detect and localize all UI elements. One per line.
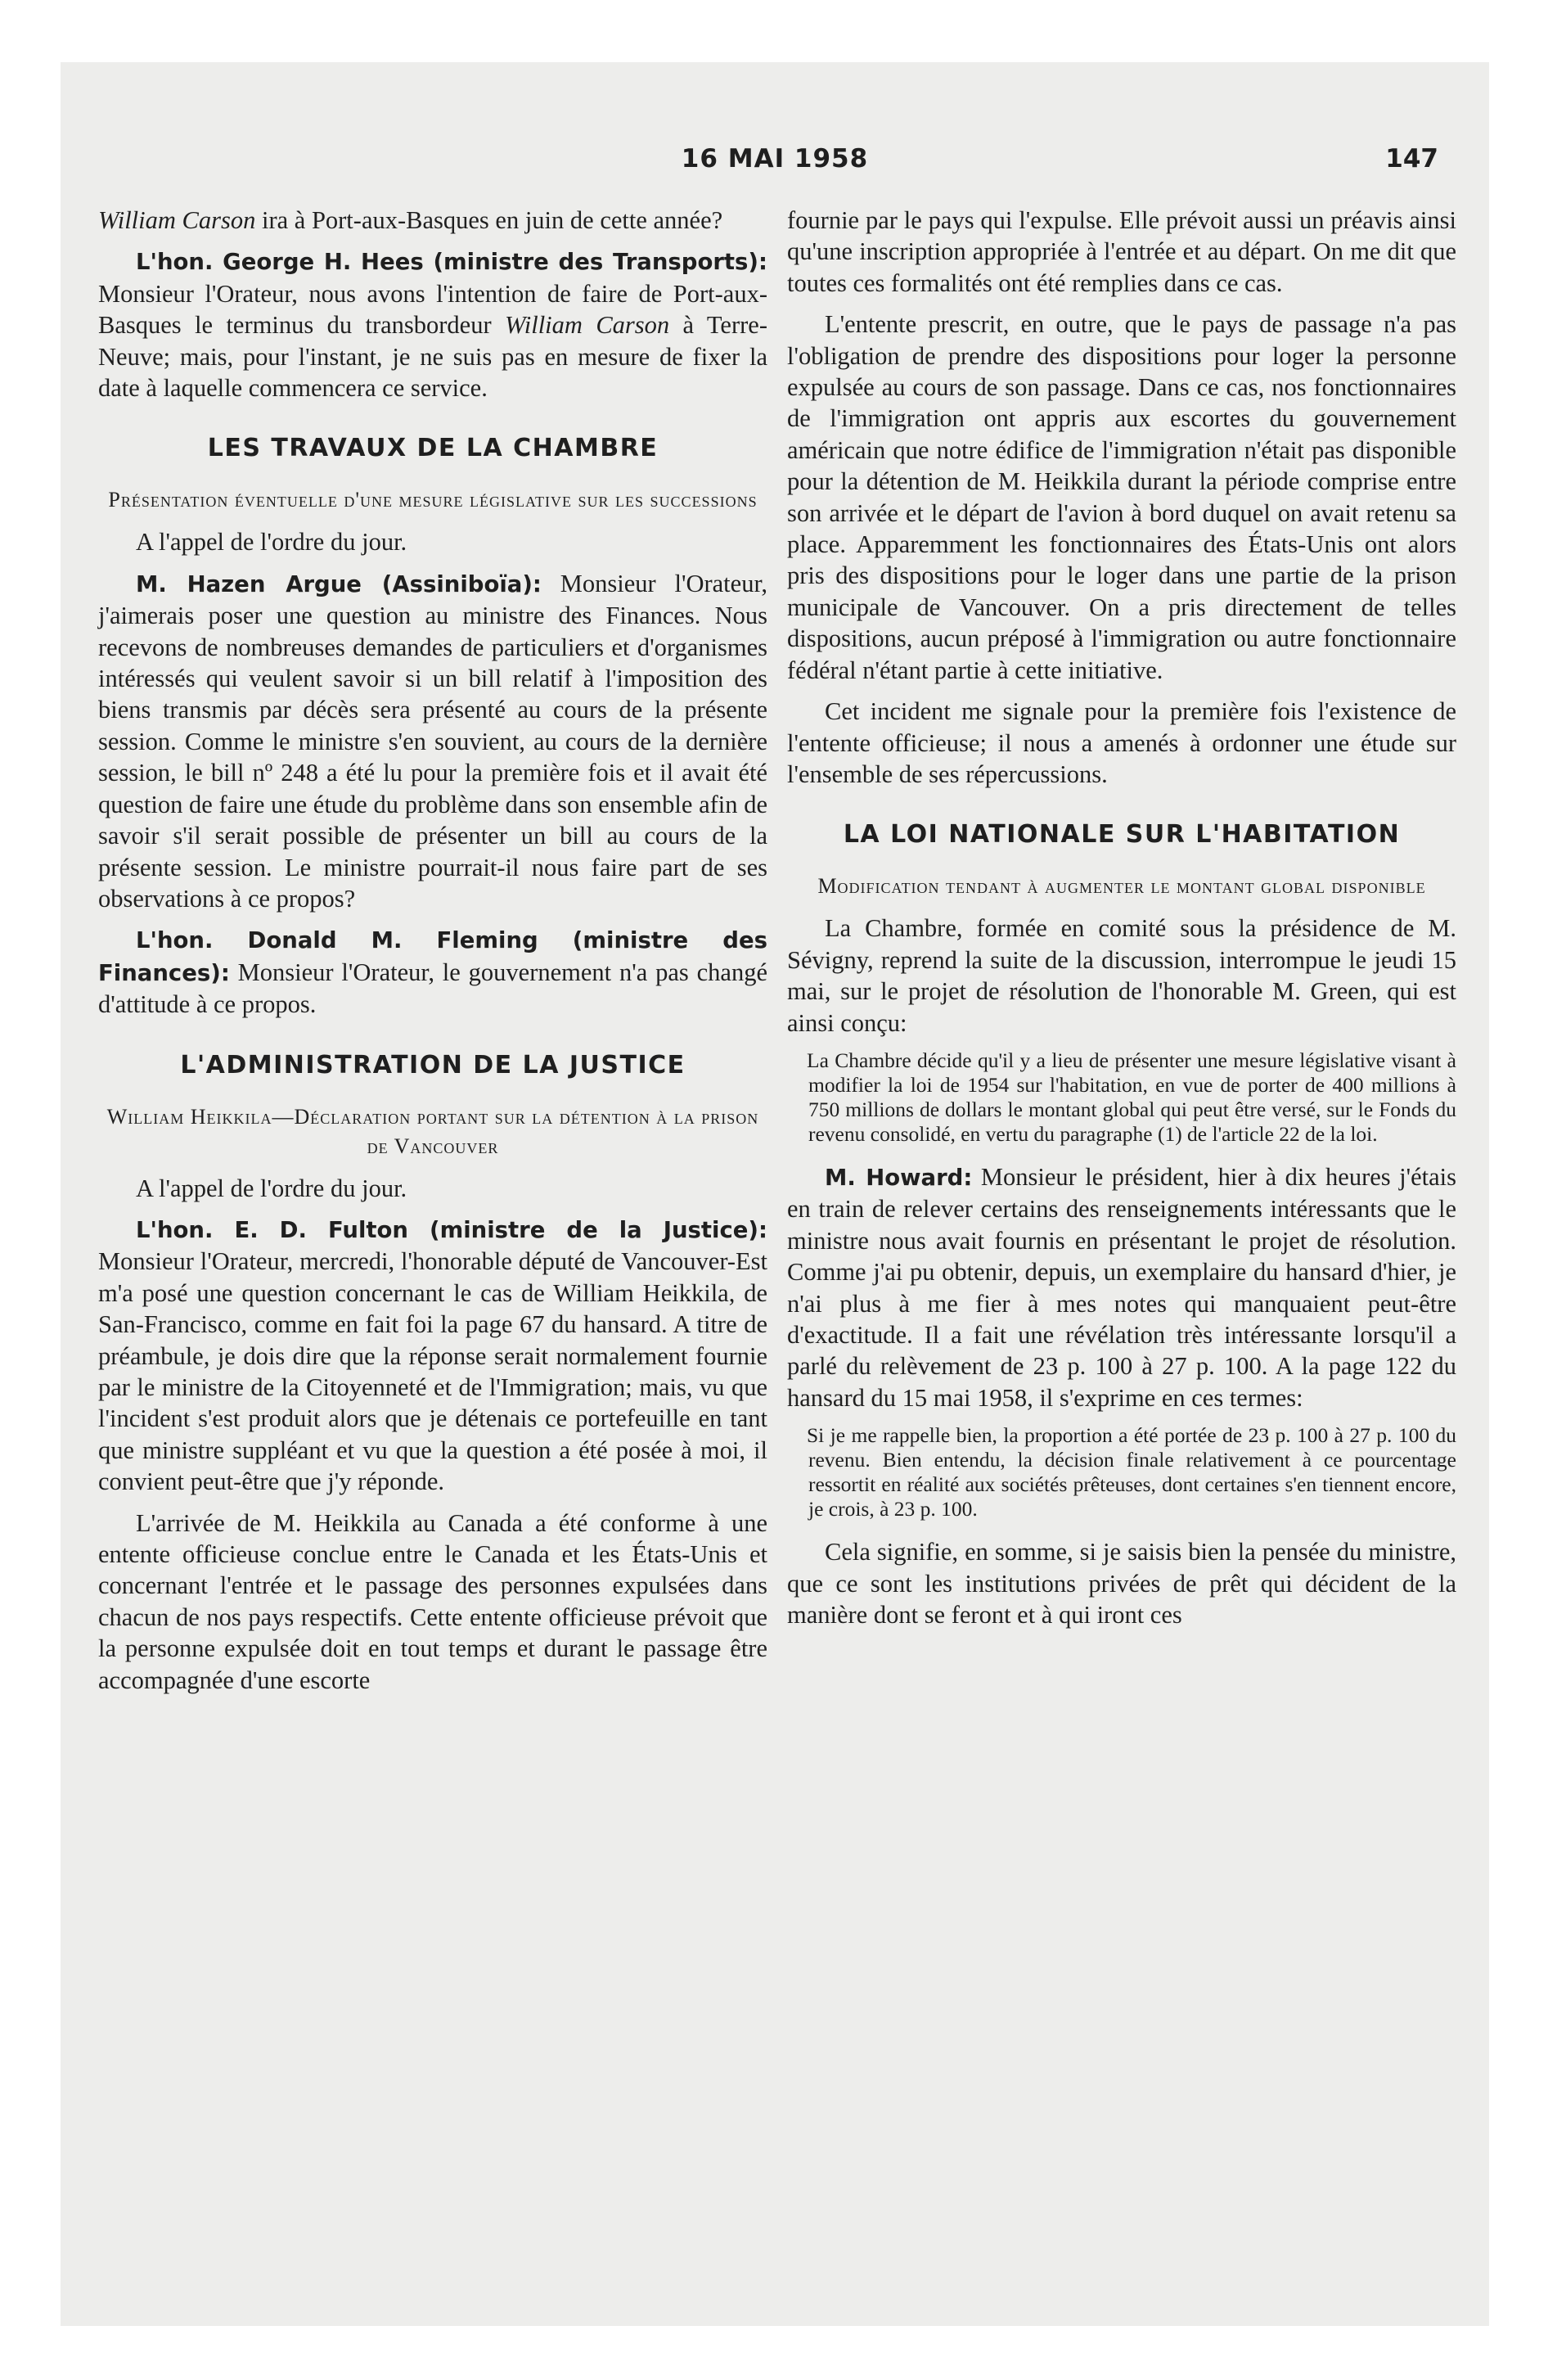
- paragraph-argue: [98, 568, 767, 914]
- section-subtitle-heikkila: William Heikkila—Déclaration portant sur la détention à la prison de Vancouver: [106, 1104, 759, 1158]
- paragraph-text: à Terre-Neuve; mais, pour l'instant, je ne suis pas en mesure de fixer la date à laquelle commencera ce service.: [98, 311, 767, 403]
- left-column: [98, 205, 767, 1706]
- paragraph-incident: Cet incident me signale pour la première fois l'existence de l'entente officieuse; il nous a amenés à ordonner une étude sur l'ensemble de ses répercussions.: [787, 697, 1456, 788]
- section-title-habitation: LA LOI NATIONALE SUR L'HABITATION: [843, 820, 1401, 850]
- paragraph-arrivee: L'arrivée de M. Heikkila au Canada a été conforme à une entente officieuse conclue entre le Canada et les États-Unis et concernant l'entrée et le passage des personnes expulsées dans chacun de nos pays respectifs. Cette entente officieuse prévoit que la personne expulsée doit en tout temps et durant le passage être accompagnée d'une escorte: [98, 1508, 767, 1694]
- page-header: [61, 144, 1489, 180]
- page-date: 16 MAI 1958: [681, 144, 869, 174]
- speaker-howard: M. Howard:: [825, 1164, 973, 1191]
- resolution-text: La Chambre décide qu'il y a lieu de présenter une mesure législative visant à modifier la loi de 1954 sur l'habitation, en vue de porter de 400 millions à 750 millions de dollars le montant global qui peut être versé, sur le Fonds du revenu consolidé, en vertu du paragraphe (1) de l'article 22 de la loi.: [807, 1048, 1456, 1146]
- paragraph-fulton: [98, 1214, 767, 1498]
- paragraph-text: Monsieur l'Orateur, mercredi, l'honorable député de Vancouver-Est m'a posé une question concernant le cas de William Heikkila, de San-Francisco, comme en fait foi la page 67 du hansard. A titre de préambule, je dois dire que la réponse serait normalement fournie par le ministre de la Citoyenneté et de l'Immigration; mais, vu que l'incident s'est produit alors que je détenais ce portefeuille en tant que ministre suppléant et vu que la question a été posée à moi, il convient peut-être que j'y réponde.: [98, 1247, 767, 1496]
- paragraph-howard: [787, 1161, 1456, 1413]
- paragraph-cela: Cela signifie, en somme, si je saisis bien la pensée du ministre, que ce sont les institutions privées de prêt qui décident de la manière dont se feront et à qui iront ces: [787, 1538, 1456, 1629]
- paragraph-text: Monsieur l'Orateur, j'aimerais poser une question au ministre des Finances. Nous recevons de nombreuses demandes de particuliers et d'organismes intéressés qui veulent savoir si un bill relatif à l'imposition des biens transmis par décès sera présenté au cours de la présente session. Comme le ministre s'en souvient, au cours de la dernière session, le bill nº 248 a été lu pour la première fois et il avait été question de faire une étude du problème dans son ensemble afin de savoir s'il serait possible de présenter un bill au cours de la présente session. Le ministre pourrait-il nous faire part de ses observations à ce propos?: [98, 569, 768, 913]
- paragraph-appel-2: A l'appel de l'ordre du jour.: [136, 1174, 407, 1202]
- paragraph-fleming: [98, 924, 767, 1020]
- paragraph-comite: La Chambre, formée en comité sous la présidence de M. Sévigny, reprend la suite de la discussion, interrompue le jeudi 15 mai, sur le projet de résolution de l'honorable M. Green, qui est ainsi conçu:: [787, 914, 1456, 1037]
- section-subtitle-modification: Modification tendant à augmenter le montant global disponible: [817, 874, 1426, 899]
- ship-name: William Carson: [98, 206, 256, 234]
- section-title-justice: L'ADMINISTRATION DE LA JUSTICE: [180, 1050, 686, 1080]
- right-column: [787, 205, 1456, 1640]
- paragraph-text: Monsieur le président, hier à dix heures j'étais en train de relever certains des renseignements intéressants que le ministre nous avait fournis en présentant le projet de résolution. Comme j'ai pu obtenir, depuis, un exemplaire du hansard d'hier, je n'ai plus à me fier à mes notes qui manquaient peut-être d'exactitude. Il a fait une révélation très intéressante lorsqu'il a parlé du relèvement de 23 p. 100 à 27 p. 100. A la page 122 du hansard du 15 mai 1958, il s'exprime en ces termes:: [787, 1162, 1456, 1412]
- paragraph-text: Monsieur l'Orateur, le gouvernement n'a pas changé d'attitude à ce propos.: [98, 958, 767, 1019]
- paragraph-text: Monsieur l'Orateur, nous avons l'intention de faire de Port-aux-Basques le terminus du transbordeur: [98, 279, 767, 340]
- speaker-hees: L'hon. George H. Hees (ministre des Transports):: [136, 249, 767, 276]
- paragraph-continuation: fournie par le pays qui l'expulse. Elle prévoit aussi un préavis ainsi qu'une inscription appropriée à l'entrée et au départ. On me dit que toutes ces formalités ont été remplies dans ce cas.: [787, 206, 1456, 297]
- speaker-fulton: L'hon. E. D. Fulton (ministre de la Justice):: [136, 1216, 767, 1243]
- speaker-fleming: L'hon. Donald M. Fleming (ministre des Finances):: [98, 927, 767, 986]
- paragraph-carson-question: [98, 205, 767, 236]
- ship-name: William Carson: [505, 311, 670, 340]
- speaker-argue: M. Hazen Argue (Assiniboïa):: [136, 570, 542, 597]
- hansard-quote: Si je me rappelle bien, la proportion a été portée de 23 p. 100 à 27 p. 100 du revenu. Bien entendu, la décision finale relativement à ce pourcentage ressortit en réalité aux sociétés prêteuses, dont certaines s'en tiennent encore, je crois, à 23 p. 100.: [807, 1423, 1456, 1521]
- paragraph-text: ira à Port-aux-Basques en juin de cette année?: [255, 206, 723, 234]
- section-title-travaux: LES TRAVAUX DE LA CHAMBRE: [207, 434, 659, 463]
- paragraph-appel-1: A l'appel de l'ordre du jour.: [136, 528, 407, 557]
- section-subtitle-successions: Présentation éventuelle d'une mesure législative sur les successions: [108, 488, 758, 512]
- page-number: 147: [1385, 144, 1438, 174]
- paragraph-entente: L'entente prescrit, en outre, que le pays de passage n'a pas l'obligation de prendre des dispositions pour loger la personne expulsée au cours de son passage. Dans ce cas, nos fonctionnaires de l'immigration ont appris aux escortes du gouvernement américain que notre édifice de l'immigration n'était pas disponible pour la détention de M. Heikkila durant la période comprise entre son arrivée et le départ de l'avion à bord duquel on avait retenu sa place. Apparemment les fonctionnaires des États-Unis ont alors pris des dispositions pour le loger dans une partie de la prison municipale de Vancouver. On a pris directement de telles dispositions, aucun préposé à l'immigration ou autre fonctionnaire fédéral n'étant partie à cette initiative.: [787, 310, 1456, 684]
- paragraph-hees: [98, 246, 767, 403]
